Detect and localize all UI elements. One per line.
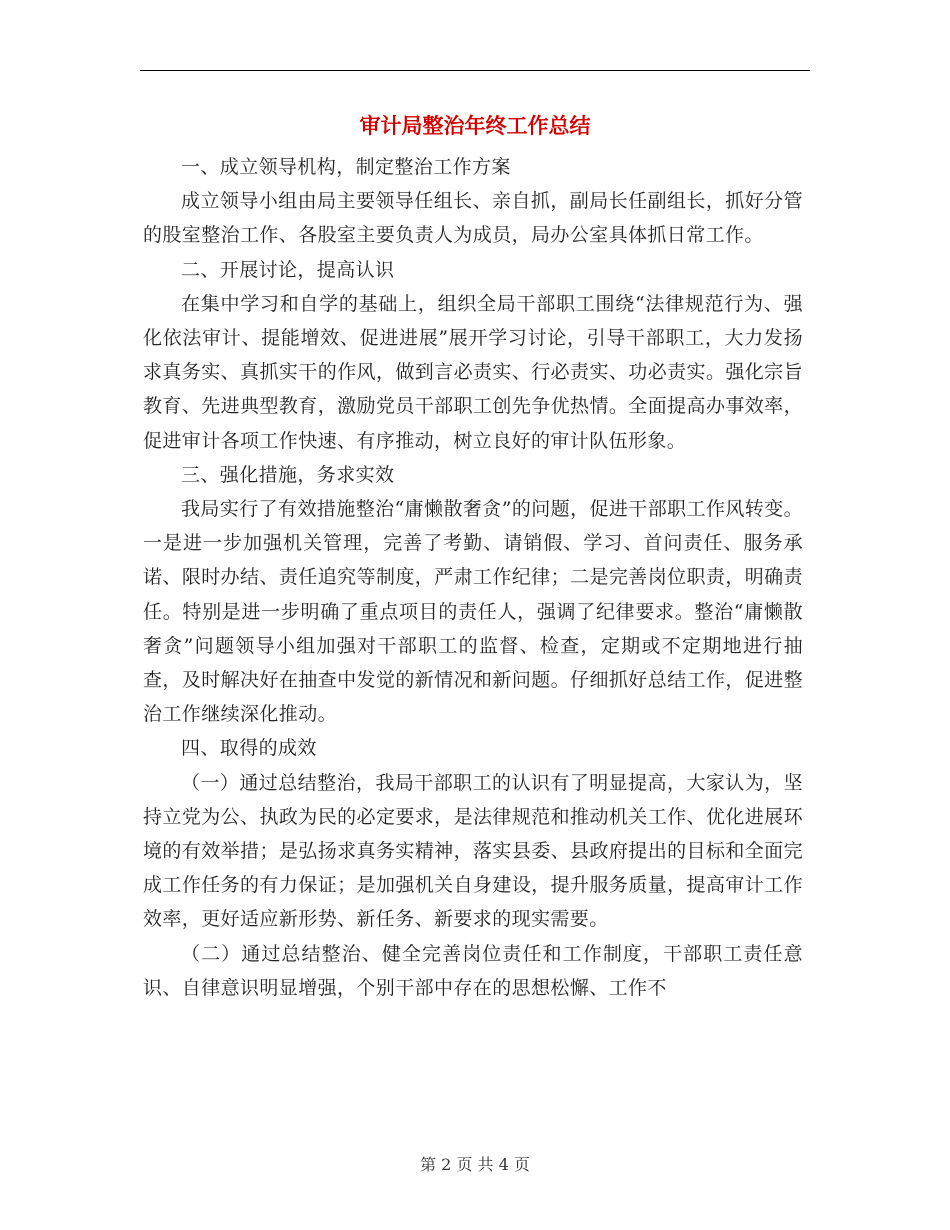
paragraph-3: 我局实行了有效措施整治“庸懒散奢贪”的问题，促进干部职工作风转变。一是进一步加强机关管理，完善了考勤、请销假、学习、首问责任、服务承诺、限时办结、责任追究等制度，严肃工作纪律；二是完善岗位职责，明确责任。特别是进一步明确了重点项目的责任人，强调了纪律要求。整治“庸懒散奢贪”问题领导小组加强对干部职工的监督、检查，定期或不定期地进行抽查，及时解决好在抽查中发觉的新情况和新问题。仔细抓好总结工作，促进整治工作继续深化推动。 <box>143 498 803 726</box>
header-rule <box>140 70 810 71</box>
section-heading-3: 三、强化措施，务求实效 <box>181 463 395 486</box>
paragraph-1: 成立领导小组由局主要领导任组长、亲自抓，副局长任副组长，抓好分管的股室整治工作、各股室主要负责人为成员，局办公室具体抓日常工作。 <box>143 190 803 247</box>
paragraph-5: （二）通过总结整治、健全完善岗位责任和工作制度，干部职工责任意识、自律意识明显增强，个别干部中存在的思想松懈、工作不 <box>143 942 803 999</box>
paragraph-4: （一）通过总结整治，我局干部职工的认识有了明显提高，大家认为，坚持立党为公、执政为民的必定要求，是法律规范和推动机关工作、优化进展环境的有效举措；是弘扬求真务实精神，落实县委、县政府提出的目标和全面完成工作任务的有力保证；是加强机关自身建设，提升服务质量，提高审计工作效率，更好适应新形势、新任务、新要求的现实需要。 <box>143 771 803 931</box>
document-body <box>143 150 803 1005</box>
section-heading-1: 一、成立领导机构，制定整治工作方案 <box>181 156 511 178</box>
document-title: 审计局整治年终工作总结 <box>359 113 591 138</box>
paragraph-2: 在集中学习和自学的基础上，组织全局干部职工围绕“法律规范行为、强化依法审计、提能增效、促进进展”展开学习讨论，引导干部职工，大力发扬求真务实、真抓实干的作风，做到言必责实、行必责实、功必责实。强化宗旨教育、先进典型教育，激励党员干部职工创先争优热情。全面提高办事效率，促进审计各项工作快速、有序推动，树立良好的审计队伍形象。 <box>143 292 803 452</box>
page-number: 第 2 页 共 4 页 <box>420 1155 530 1174</box>
section-heading-2: 二、开展讨论，提高认识 <box>181 258 395 281</box>
section-heading-4: 四、取得的成效 <box>181 737 317 760</box>
